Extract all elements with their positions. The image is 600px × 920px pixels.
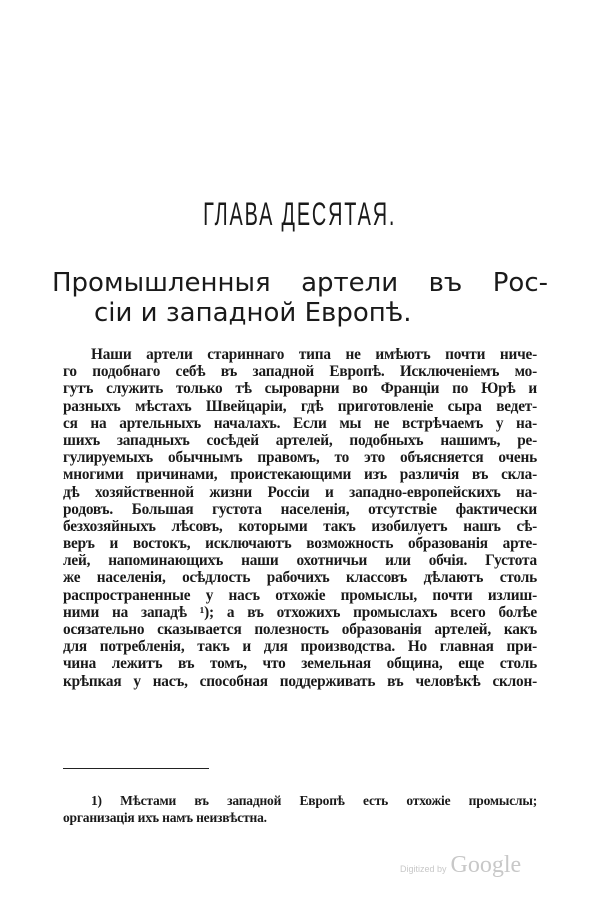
body-line: для потребленія, такъ и для производства. Но главная при- (63, 638, 537, 656)
google-logo: Google (450, 852, 522, 878)
body-line: же населенія, осѣдлость рабочихъ классовъ дѣлаютъ столь (63, 569, 537, 587)
chapter-title: ГЛАВА ДЕСЯТАЯ. (203, 196, 397, 232)
footnote (63, 792, 537, 826)
body-line: лей, напоминающихъ наши охотничьи или обчія. Густота (63, 552, 537, 570)
body-line: дѣ хозяйственной жизни Россіи и западно-европейскихъ на- (63, 483, 537, 501)
body-line: многими причинами, проистекающими изъ различія въ скла- (63, 466, 537, 484)
section-heading-line: сіи и западной Европѣ. (94, 298, 412, 328)
google-watermark: Digitized by Google (400, 852, 522, 878)
footnote-divider (63, 768, 209, 769)
body-line: осязательно сказывается полезность образованія артелей, какъ (63, 621, 537, 638)
body-line: веръ и востокъ, исключаютъ возможность образованія арте- (63, 535, 537, 553)
body-line: го подобнаго себѣ въ западной Европѣ. Исключеніемъ мо- (63, 363, 537, 381)
section-heading (52, 268, 548, 328)
body-line: безхозяйныхъ лѣсовъ, которыми такъ изобилуетъ нашъ сѣ- (63, 517, 537, 535)
footnote-line: организація ихъ намъ неизвѣстна. (63, 810, 267, 825)
body-line: Наши артели стариннаго типа не имѣютъ почти ниче- (91, 346, 537, 363)
body-line: родовъ. Большая густота населенія, отсутствіе фактически (63, 500, 537, 518)
body-line: чина лежитъ въ томъ, что земельная община, еще столь (63, 655, 537, 673)
body-line: ними на западѣ ¹); а въ отхожихъ промыслахъ всего болѣе (63, 603, 537, 621)
body-line: шихъ западныхъ сосѣдей артелей, подобныхъ нашимъ, ре- (63, 431, 537, 449)
footnote-line: 1) Мѣстами въ западной Европѣ есть отхожіе промыслы; (91, 793, 537, 808)
section-heading-line: Промышленныя артели въ Рос- (52, 268, 548, 298)
body-line: ся на артельныхъ началахъ. Если мы не встрѣчаемъ у на- (63, 414, 537, 432)
body-line: гулируемыхъ обычнымъ правомъ, то это объясняется очень (63, 449, 537, 467)
body-text (63, 346, 537, 690)
body-line: разныхъ мѣстахъ Швейцаріи, гдѣ приготовленіе сыра ведет- (63, 397, 537, 415)
body-line: крѣпкая у насъ, способная поддерживать въ человѣкѣ склон- (63, 672, 537, 690)
body-line: гутъ служить только тѣ сыроварни во Франціи по Юрѣ и (63, 380, 537, 398)
body-line: распространенные у насъ отхожіе промыслы, почти излиш- (63, 586, 537, 604)
